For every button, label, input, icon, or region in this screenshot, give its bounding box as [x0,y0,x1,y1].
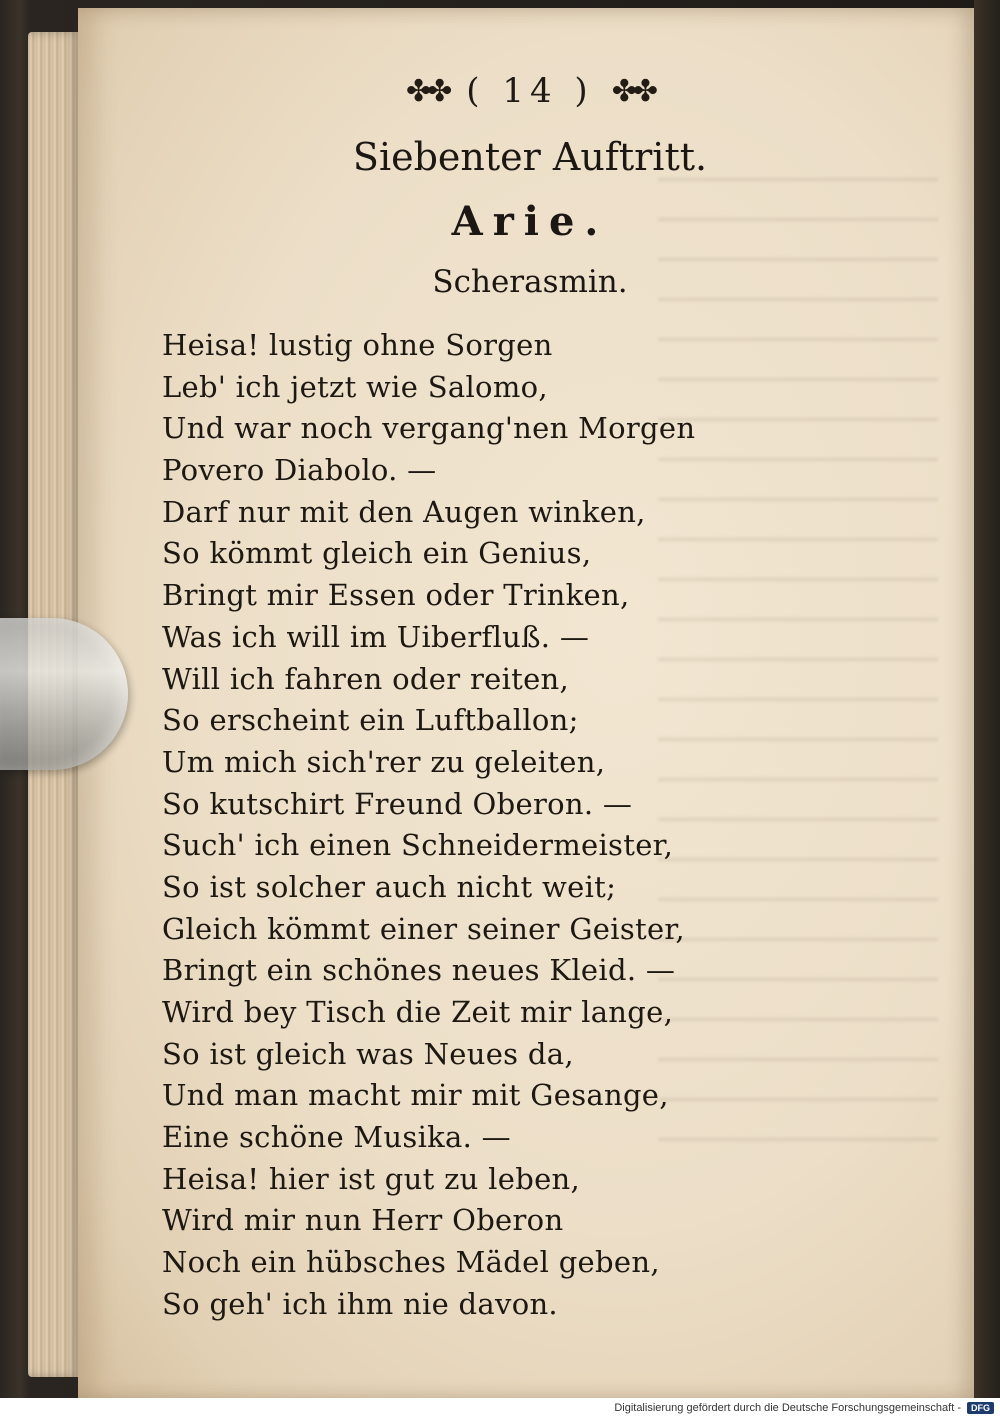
verse-line: Darf nur mit den Augen winken, [162,494,646,529]
verse-line: Und man macht mir mit Gesange, [162,1078,669,1113]
aria-title: Arie. [451,198,609,245]
speaker-name: Scherasmin. [432,264,628,300]
verse-line: Was ich will im Uiberfluß. — [162,619,590,654]
right-ornament-icon: ✤✤ [611,73,654,109]
verse-line: Leb' ich jetzt wie Salomo, [162,369,548,404]
verse-line: So ist solcher auch nicht weit; [162,869,617,904]
verse-line: So kutschirt Freund Oberon. — [162,786,633,821]
verse-line: Und war noch vergang'nen Morgen [162,411,696,446]
verse-line: Such' ich einen Schneidermeister, [162,828,674,863]
verse-line: Wird bey Tisch die Zeit mir lange, [162,995,674,1029]
verse-line: So ist gleich was Neues da, [162,1036,574,1071]
scene-title: Siebenter Auftritt. [352,135,708,179]
verse-line: So erscheint ein Luftballon; [162,703,579,738]
verse-line: Povero Diabolo. — [162,453,437,488]
verse-line: Will ich fahren oder reiten, [162,661,570,696]
verse-line: Heisa! lustig ohne Sorgen [162,328,553,362]
verse-line: So kömmt gleich ein Genius, [162,536,592,571]
binding-shadow [974,0,1000,1418]
page-number: ( 14 ) [466,71,594,111]
funding-credit: Digitalisierung gefördert durch die Deutsche Forschungsgemeinschaft - [614,1402,961,1414]
page-header [370,66,690,116]
left-ornament-icon: ✤✤ [406,73,449,109]
verse-line: Gleich kömmt einer seiner Geister, [162,911,685,946]
verse-list [162,325,722,1326]
dfg-logo: DFG [967,1402,994,1414]
verse-line: Um mich sich'rer zu geleiten, [162,744,606,779]
digitization-footer [0,1398,1000,1418]
verse-line: Eine schöne Musika. — [162,1120,511,1155]
verse-line: Bringt ein schönes neues Kleid. — [162,953,676,988]
verse-line: Heisa! hier ist gut zu leben, [162,1161,581,1196]
verse-line: Wird mir nun Herr Oberon [162,1203,564,1238]
verse-line: So geh' ich ihm nie davon. [162,1286,558,1321]
verse-line: Bringt mir Essen oder Trinken, [162,578,630,613]
verse-line: Noch ein hübsches Mädel geben, [162,1245,660,1280]
